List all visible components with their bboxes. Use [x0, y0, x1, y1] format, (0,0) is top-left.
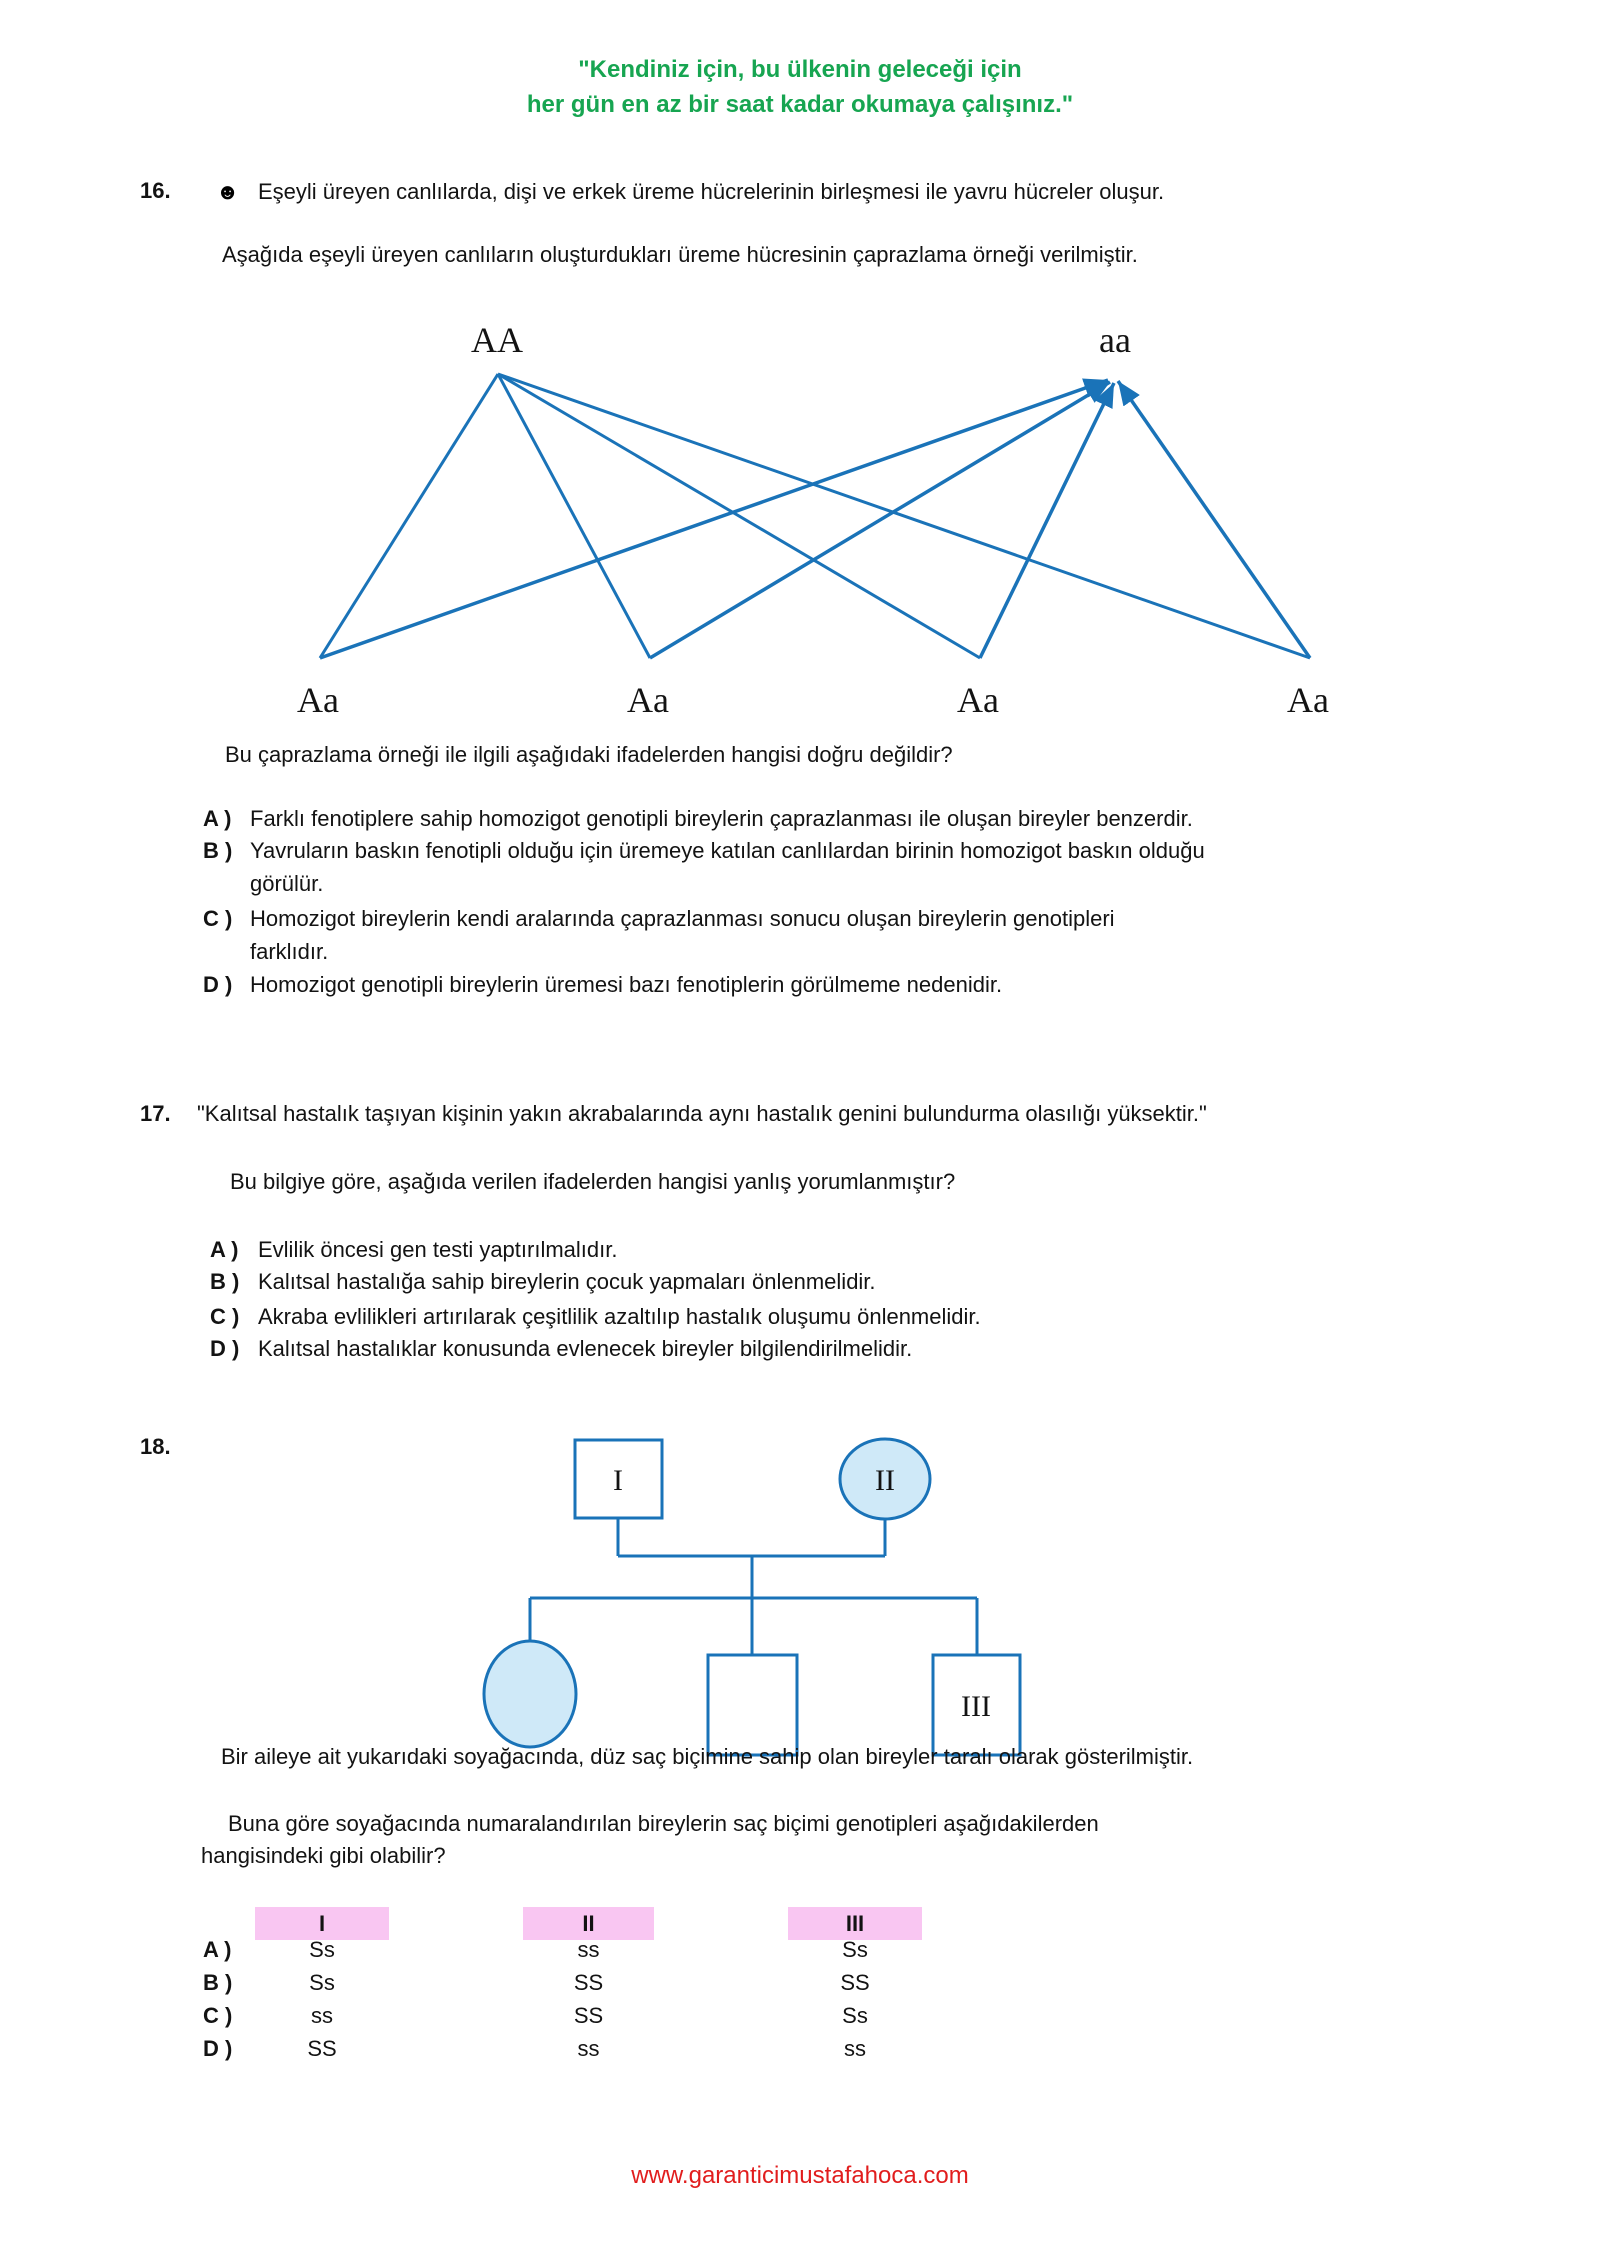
- q16-option-d-text: Homozigot genotipli bireylerin üremesi bazı fenotiplerin görülmeme nedenidir.: [250, 972, 1003, 997]
- genetic-cross-diagram: [240, 315, 1420, 725]
- question-17-number: 17.: [140, 1101, 171, 1126]
- pedigree-connector-lines: [530, 1518, 977, 1655]
- q16-option-d-label: D ): [203, 972, 233, 997]
- q18-row-d-label: D ): [203, 2036, 233, 2061]
- q16-option-a-label: A ): [203, 806, 232, 831]
- q18-row-c-value-i: ss: [311, 2003, 333, 2028]
- q18-row-a-value-iii: Ss: [842, 1937, 868, 1962]
- parent-genotype-right-label: aa: [1099, 320, 1131, 360]
- q18-caption-line-2: Buna göre soyağacında numaralandırılan bireylerin saç biçimi genotipleri aşağıdakilerden: [228, 1811, 1099, 1836]
- q18-table-header-ii: II: [523, 1907, 654, 1940]
- offspring-genotype-label-4: Aa: [1287, 680, 1329, 720]
- parent-genotype-left-label: AA: [471, 320, 523, 360]
- q17-option-c-label: C ): [210, 1304, 240, 1329]
- q16-option-b-label: B ): [203, 838, 233, 863]
- q18-row-a-value-ii: ss: [577, 1937, 600, 1962]
- question-16-number: 16.: [140, 178, 171, 203]
- q18-row-c-value-iii: Ss: [842, 2003, 868, 2028]
- q18-row-b-value-iii: SS: [840, 1970, 870, 1995]
- q16-stem: Bu çaprazlama örneği ile ilgili aşağıdaki ifadelerden hangisi doğru değildir?: [225, 742, 953, 767]
- q18-row-d-value-i: SS: [307, 2036, 337, 2061]
- q17-sub-stem: Bu bilgiye göre, aşağıda verilen ifadelerden hangisi yanlış yorumlanmıştır?: [230, 1169, 956, 1194]
- q17-option-a-text: Evlilik öncesi gen testi yaptırılmalıdır.: [258, 1237, 618, 1262]
- smiley-bullet-icon: ☻: [216, 179, 240, 204]
- q18-table-header-iii: III: [788, 1907, 922, 1940]
- motto-line-1: "Kendiniz için, bu ülkenin geleceği için: [578, 56, 1022, 83]
- q18-genotype-table: [180, 1892, 970, 2092]
- motto-line-2: her gün en az bir saat kadar okumaya çalışınız.": [526, 91, 1074, 118]
- pedigree-square-middle-son: [708, 1655, 797, 1755]
- q18-row-c-label: C ): [203, 2003, 233, 2028]
- pedigree-label-ii: II: [875, 1464, 895, 1497]
- q16-intro-line-2: Aşağıda eşeyli üreyen canlıların oluşturdukları üreme hücresinin çaprazlama örneği verilmiştir.: [222, 242, 1138, 267]
- offspring-genotype-label-1: Aa: [297, 680, 339, 720]
- q18-caption-line-1: Bir aileye ait yukarıdaki soyağacında, düz saç biçimine sahip olan bireyler taralı olarak gösterilmiştir.: [221, 1744, 1194, 1769]
- q18-row-a-label: A ): [203, 1937, 232, 1962]
- q16-intro-line-1: Eşeyli üreyen canlılarda, dişi ve erkek üreme hücrelerinin birleşmesi ile yavru hücreler oluşur.: [258, 179, 1165, 204]
- pedigree-circle-daughter: [484, 1641, 576, 1747]
- q18-row-b-label: B ): [203, 1970, 233, 1995]
- q18-row-c-value-ii: SS: [573, 2003, 604, 2028]
- q16-option-c-label: C ): [203, 906, 233, 931]
- footer-website-link[interactable]: www.garanticimustafahoca.com: [631, 2162, 969, 2189]
- q17-option-a-label: A ): [210, 1237, 239, 1262]
- q17-stem: "Kalıtsal hastalık taşıyan kişinin yakın akrabalarında aynı hastalık genini bulundurma olasılığı yüksektir.": [197, 1101, 1207, 1126]
- offspring-genotype-label-2: Aa: [627, 680, 669, 720]
- motto-header: [0, 52, 1600, 122]
- q16-option-c-text-line1: Homozigot bireylerin kendi aralarında çaprazlanması sonucu oluşan bireylerin genotipleri: [250, 906, 1115, 931]
- q17-option-d-label: D ): [210, 1336, 240, 1361]
- q18-table-header-i: I: [255, 1907, 389, 1940]
- q16-option-b-text-line2: görülür.: [250, 871, 324, 896]
- question-18-number: 18.: [140, 1434, 171, 1459]
- offspring-genotype-label-3: Aa: [957, 680, 999, 720]
- q18-row-a-value-i: Ss: [309, 1937, 335, 1962]
- cross-lines-from-AA: [320, 374, 1310, 658]
- q16-option-a-text: Farklı fenotiplere sahip homozigot genotipli bireylerin çaprazlanması ile oluşan bireyler benzerdir.: [250, 806, 1193, 831]
- pedigree-label-i: I: [613, 1464, 623, 1497]
- q17-option-d-text: Kalıtsal hastalıklar konusunda evlenecek bireyler bilgilendirilmelidir.: [258, 1336, 913, 1361]
- pedigree-chart: [440, 1420, 1100, 1780]
- q16-option-c-text-line2: farklıdır.: [250, 939, 329, 964]
- pedigree-label-iii: III: [961, 1690, 991, 1723]
- q17-option-b-text: Kalıtsal hastalığa sahip bireylerin çocuk yapmaları önlenmelidir.: [258, 1269, 876, 1294]
- q18-row-d-value-iii: ss: [844, 2036, 866, 2061]
- q16-option-b-text-line1: Yavruların baskın fenotipli olduğu için üremeye katılan canlılardan birinin homozigot baskın olduğu: [250, 838, 1205, 863]
- q18-caption-line-3: hangisindeki gibi olabilir?: [201, 1843, 446, 1868]
- q18-row-b-value-ii: SS: [573, 1970, 604, 1995]
- q18-row-d-value-ii: ss: [577, 2036, 600, 2061]
- q17-option-c-text: Akraba evlilikleri artırılarak çeşitlilik azaltılıp hastalık oluşumu önlenmelidir.: [258, 1304, 981, 1329]
- q17-option-b-label: B ): [210, 1269, 240, 1294]
- q18-row-b-value-i: Ss: [309, 1970, 335, 1995]
